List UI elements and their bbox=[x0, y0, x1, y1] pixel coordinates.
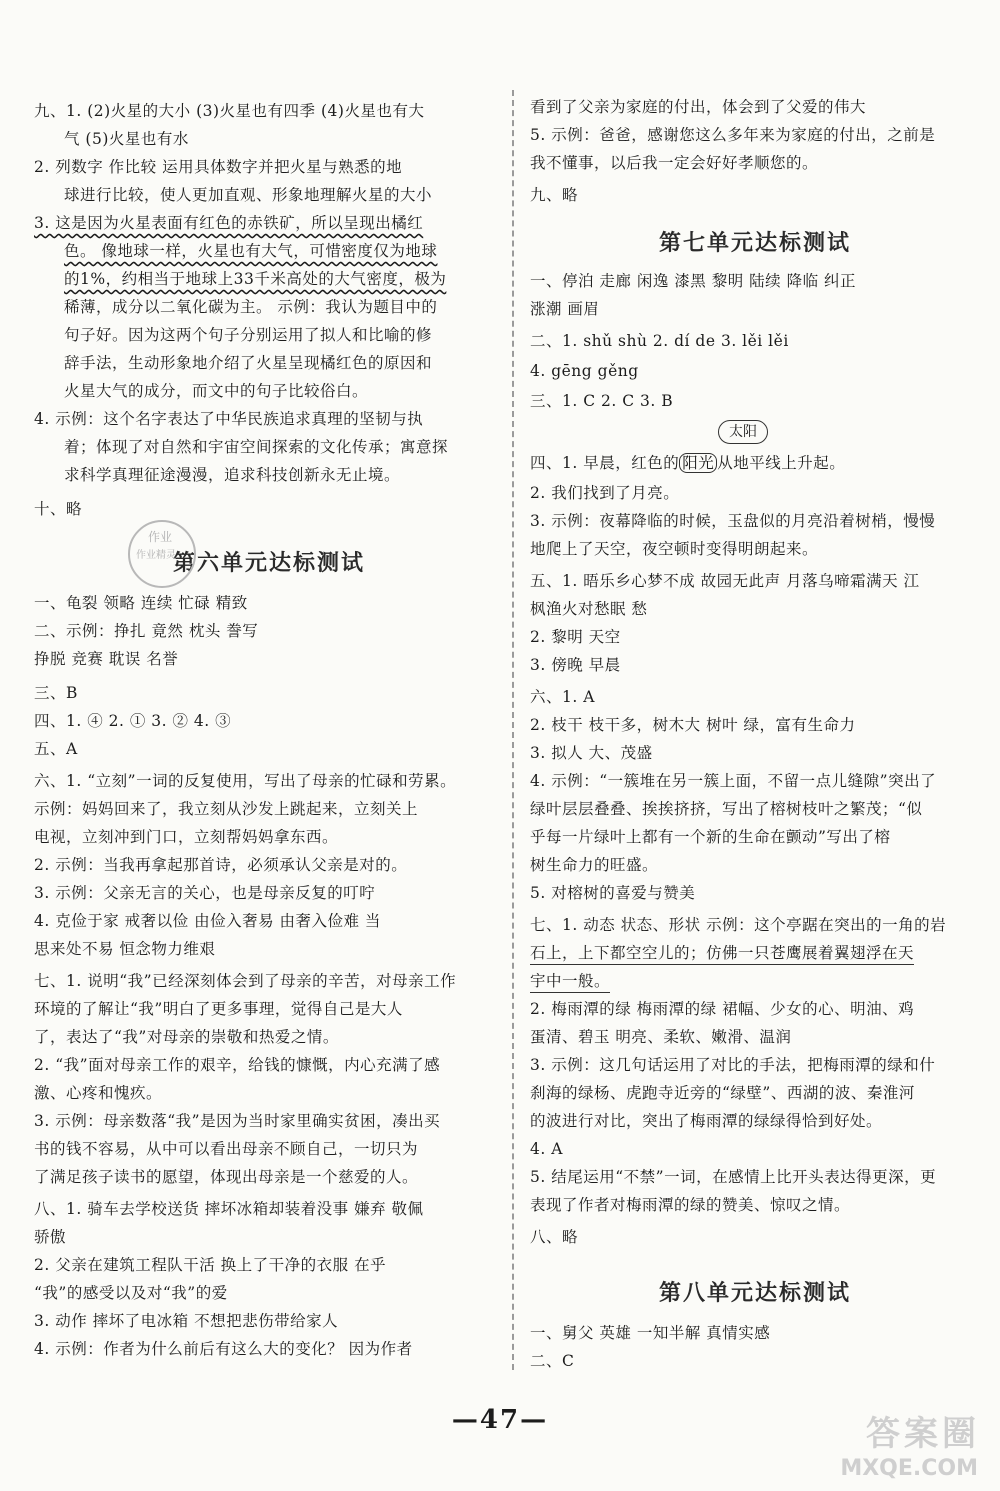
text-line: 表现了作者对梅雨潭的绿的赞美、惊叹之情。 bbox=[530, 1196, 851, 1214]
text-line: 2. 黎明 天空 bbox=[530, 628, 621, 646]
text-line: 5. 对榕树的喜爱与赞美 bbox=[530, 884, 696, 902]
text-line: 了，表达了“我”对母亲的崇敬和热爱之情。 bbox=[34, 1028, 339, 1046]
text-line: 看到了父亲为家庭的付出，体会到了父爱的伟大 bbox=[530, 98, 867, 116]
boxed-word: 阳光 bbox=[679, 453, 717, 473]
annotation-bubble: 太阳 bbox=[718, 420, 768, 444]
text-line: 挣脱 竞赛 耽误 名誉 bbox=[34, 650, 179, 668]
text-line: 4. 示例：作者为什么前后有这么大的变化？ 因为作者 bbox=[34, 1340, 413, 1358]
text-line: 八、略 bbox=[530, 1228, 579, 1246]
watermark-corner: 答案圈 bbox=[866, 1414, 980, 1454]
text-line: 电视，立刻冲到门口，立刻帮妈妈拿东西。 bbox=[34, 828, 339, 846]
watermark-seal bbox=[128, 520, 196, 588]
text-line: 4. 克俭于家 戒奢以俭 由俭入奢易 由奢入俭难 当 bbox=[34, 912, 381, 930]
text-line: 4. 示例：这个名字表达了中华民族追求真理的坚韧与执 bbox=[34, 410, 424, 428]
text-line: 的1%，约相当于地球上33千米高处的大气密度，极为 bbox=[64, 270, 447, 288]
text-line: 2. 示例：当我再拿起那首诗，必须承认父亲是对的。 bbox=[34, 856, 408, 874]
watermark-seal-top: 作业 bbox=[148, 530, 173, 544]
text-line: 的波进行对比，突出了梅雨潭的绿绿得恰到好处。 bbox=[530, 1112, 883, 1130]
text-line: 五、A bbox=[34, 740, 78, 758]
text-line: 3. 傍晚 早晨 bbox=[530, 656, 621, 674]
text-line: 火星大气的成分，而文中的句子比较俗白。 bbox=[64, 382, 369, 400]
text-line: 着；体现了对自然和宇宙空间探索的文化传承；寓意探 bbox=[64, 438, 449, 456]
text-line: 刹海的绿杨、虎跑寺近旁的“绿壁”、西湖的波、秦淮河 bbox=[530, 1084, 915, 1102]
text-line: 3. 示例：父亲无言的关心，也是母亲反复的叮咛 bbox=[34, 884, 376, 902]
text-line: 环境的了解让“我”明白了更多事理，觉得自己是大人 bbox=[34, 1000, 403, 1018]
text-line: 3. 拟人 大、茂盛 bbox=[530, 744, 653, 762]
text-line: 三、1. C 2. C 3. B bbox=[530, 392, 674, 410]
text-line: 2. “我”面对母亲工作的艰辛，给钱的慷慨，内心充满了感 bbox=[34, 1056, 441, 1074]
answer-prefix: 四、1. 早晨，红色的 bbox=[530, 454, 680, 472]
text-line: 乎每一片绿叶上都有一个新的生命在颤动”写出了榕 bbox=[530, 828, 891, 846]
text-line: 石上，上下都空空儿的；仿佛一只苍鹰展着翼翅浮在天 bbox=[530, 942, 914, 965]
text-line: 一、停泊 走廊 闲逸 漆黑 黎明 陆续 降临 纠正 bbox=[530, 272, 856, 290]
text-line: 七、1. 说明“我”已经深刻体会到了母亲的辛苦，对母亲工作 bbox=[34, 972, 457, 990]
text-line: 九、略 bbox=[530, 186, 579, 204]
text-line: 稀薄，成分以二氧化碳为主。 示例：我认为题目中的 bbox=[64, 298, 438, 316]
text-line: 球进行比较，使人更加直观、形象地理解火星的大小 bbox=[64, 186, 433, 204]
text-line: 二、1. shǔ shù 2. dí de 3. lěi lěi bbox=[530, 332, 789, 350]
text-line: 九、1. (2)火星的大小 (3)火星也有四季 (4)火星也有大 bbox=[34, 102, 425, 120]
text-line: 4. A bbox=[530, 1140, 563, 1158]
text-line: 六、1. A bbox=[530, 688, 595, 706]
text-line: 我不懂事，以后我一定会好好孝顺您的。 bbox=[530, 154, 819, 172]
text-line: 一、龟裂 领略 连续 忙碌 精致 bbox=[34, 594, 248, 612]
section-title-unit6: 第六单元达标测试 bbox=[172, 550, 365, 576]
text-line: 宇中一般。 bbox=[530, 970, 610, 993]
text-line: 七、1. 动态 状态、形状 示例：这个亭踞在突出的一角的岩 bbox=[530, 916, 947, 934]
text-line: 激、心疼和愧疚。 bbox=[34, 1084, 163, 1102]
watermark-url: MXQE.COM bbox=[840, 1456, 978, 1481]
text-line: 4. 示例：“一簇堆在另一簇上面，不留一点儿缝隙”突出了 bbox=[530, 772, 937, 790]
text-line: 5. 示例：爸爸，感谢您这么多年来为家庭的付出，之前是 bbox=[530, 126, 936, 144]
text-line: 5. 结尾运用“不禁”一词，在感情上比开头表达得更深，更 bbox=[530, 1168, 937, 1186]
text-line: 树生命力的旺盛。 bbox=[530, 856, 659, 874]
text-line: “我”的感受以及对“我”的爱 bbox=[34, 1284, 228, 1302]
text-line: 句子好。因为这两个句子分别运用了拟人和比喻的修 bbox=[64, 326, 433, 344]
text-line: 3. 动作 摔坏了电冰箱 不想把悲伤带给家人 bbox=[34, 1312, 339, 1330]
text-line: 2. 枝干 枝干多，树木大 树叶 绿，富有生命力 bbox=[530, 716, 856, 734]
text-line: 2. 梅雨潭的绿 梅雨潭的绿 裙幅、少女的心、明油、鸡 bbox=[530, 1000, 915, 1018]
text-line: 地爬上了天空，夜空顿时变得明朗起来。 bbox=[530, 540, 819, 558]
page-number: —47— bbox=[451, 1405, 549, 1435]
text-line: 2. 我们找到了月亮。 bbox=[530, 484, 680, 502]
text-line: 骄傲 bbox=[34, 1228, 67, 1246]
text-line: 枫渔火对愁眠 愁 bbox=[530, 600, 648, 618]
section-title-unit8: 第八单元达标测试 bbox=[658, 1280, 851, 1306]
section-title-unit7: 第七单元达标测试 bbox=[658, 230, 851, 256]
text-line: 思来处不易 恒念物力维艰 bbox=[34, 940, 216, 958]
column-divider bbox=[512, 90, 514, 1370]
text-line: 2. 父亲在建筑工程队干活 换上了干净的衣服 在乎 bbox=[34, 1256, 387, 1274]
text-line: 五、1. 晤乐乡心梦不成 故园无此声 月落乌啼霜满天 江 bbox=[530, 572, 920, 590]
text-line: 3. 这是因为火星表面有红色的赤铁矿，所以呈现出橘红 bbox=[34, 214, 424, 232]
text-line: 色。 像地球一样，火星也有大气，可惜密度仅为地球 bbox=[64, 242, 438, 260]
text-line: 4. gēng gěng bbox=[530, 362, 639, 380]
watermark-seal-text: 作业精灵 bbox=[136, 550, 176, 561]
text-line: 四、1. ④ 2. ① 3. ② 4. ③ bbox=[34, 712, 232, 730]
text-line: 涨潮 画眉 bbox=[530, 300, 600, 318]
text-line: 求科学真理征途漫漫，追求科技创新永无止境。 bbox=[64, 466, 401, 484]
text-line: 二、示例：挣扎 竟然 枕头 誊写 bbox=[34, 622, 259, 640]
text-line: 3. 示例：母亲数落“我”是因为当时家里确实贫困，凑出买 bbox=[34, 1112, 441, 1130]
text-line: 示例：妈妈回来了，我立刻从沙发上跳起来，立刻关上 bbox=[34, 800, 419, 818]
text-line: 八、1. 骑车去学校送货 摔坏冰箱却装着没事 嫌弃 敬佩 bbox=[34, 1200, 424, 1218]
text-line: 了满足孩子读书的愿望，体现出母亲是一个慈爱的人。 bbox=[34, 1168, 419, 1186]
text-line: 六、1. “立刻”一词的反复使用，写出了母亲的忙碌和劳累。 bbox=[34, 772, 457, 790]
text-line: 二、C bbox=[530, 1352, 575, 1370]
text-line: 蛋清、碧玉 明亮、柔软、嫩滑、温润 bbox=[530, 1028, 792, 1046]
text-line: 3. 示例：夜幕降临的时候，玉盘似的月亮沿着树梢，慢慢 bbox=[530, 512, 936, 530]
answer-suffix: 从地平线上升起。 bbox=[717, 454, 846, 472]
text-line: 气 (5)火星也有水 bbox=[64, 130, 189, 148]
text-line: 绿叶层层叠叠、挨挨挤挤，写出了榕树枝叶之繁茂；“似 bbox=[530, 800, 923, 818]
text-line bbox=[530, 452, 845, 474]
text-line: 书的钱不容易，从中可以看出母亲不顾自己，一切只为 bbox=[34, 1140, 419, 1158]
text-line: 三、B bbox=[34, 684, 78, 702]
text-line: 2. 列数字 作比较 运用具体数字并把火星与熟悉的地 bbox=[34, 158, 403, 176]
text-line: 3. 示例：这几句话运用了对比的手法，把梅雨潭的绿和什 bbox=[530, 1056, 936, 1074]
text-line: 辞手法，生动形象地介绍了火星呈现橘红色的原因和 bbox=[64, 354, 433, 372]
text-line: 十、略 bbox=[34, 500, 83, 518]
text-line: 一、舅父 英雄 一知半解 真情实感 bbox=[530, 1324, 771, 1342]
